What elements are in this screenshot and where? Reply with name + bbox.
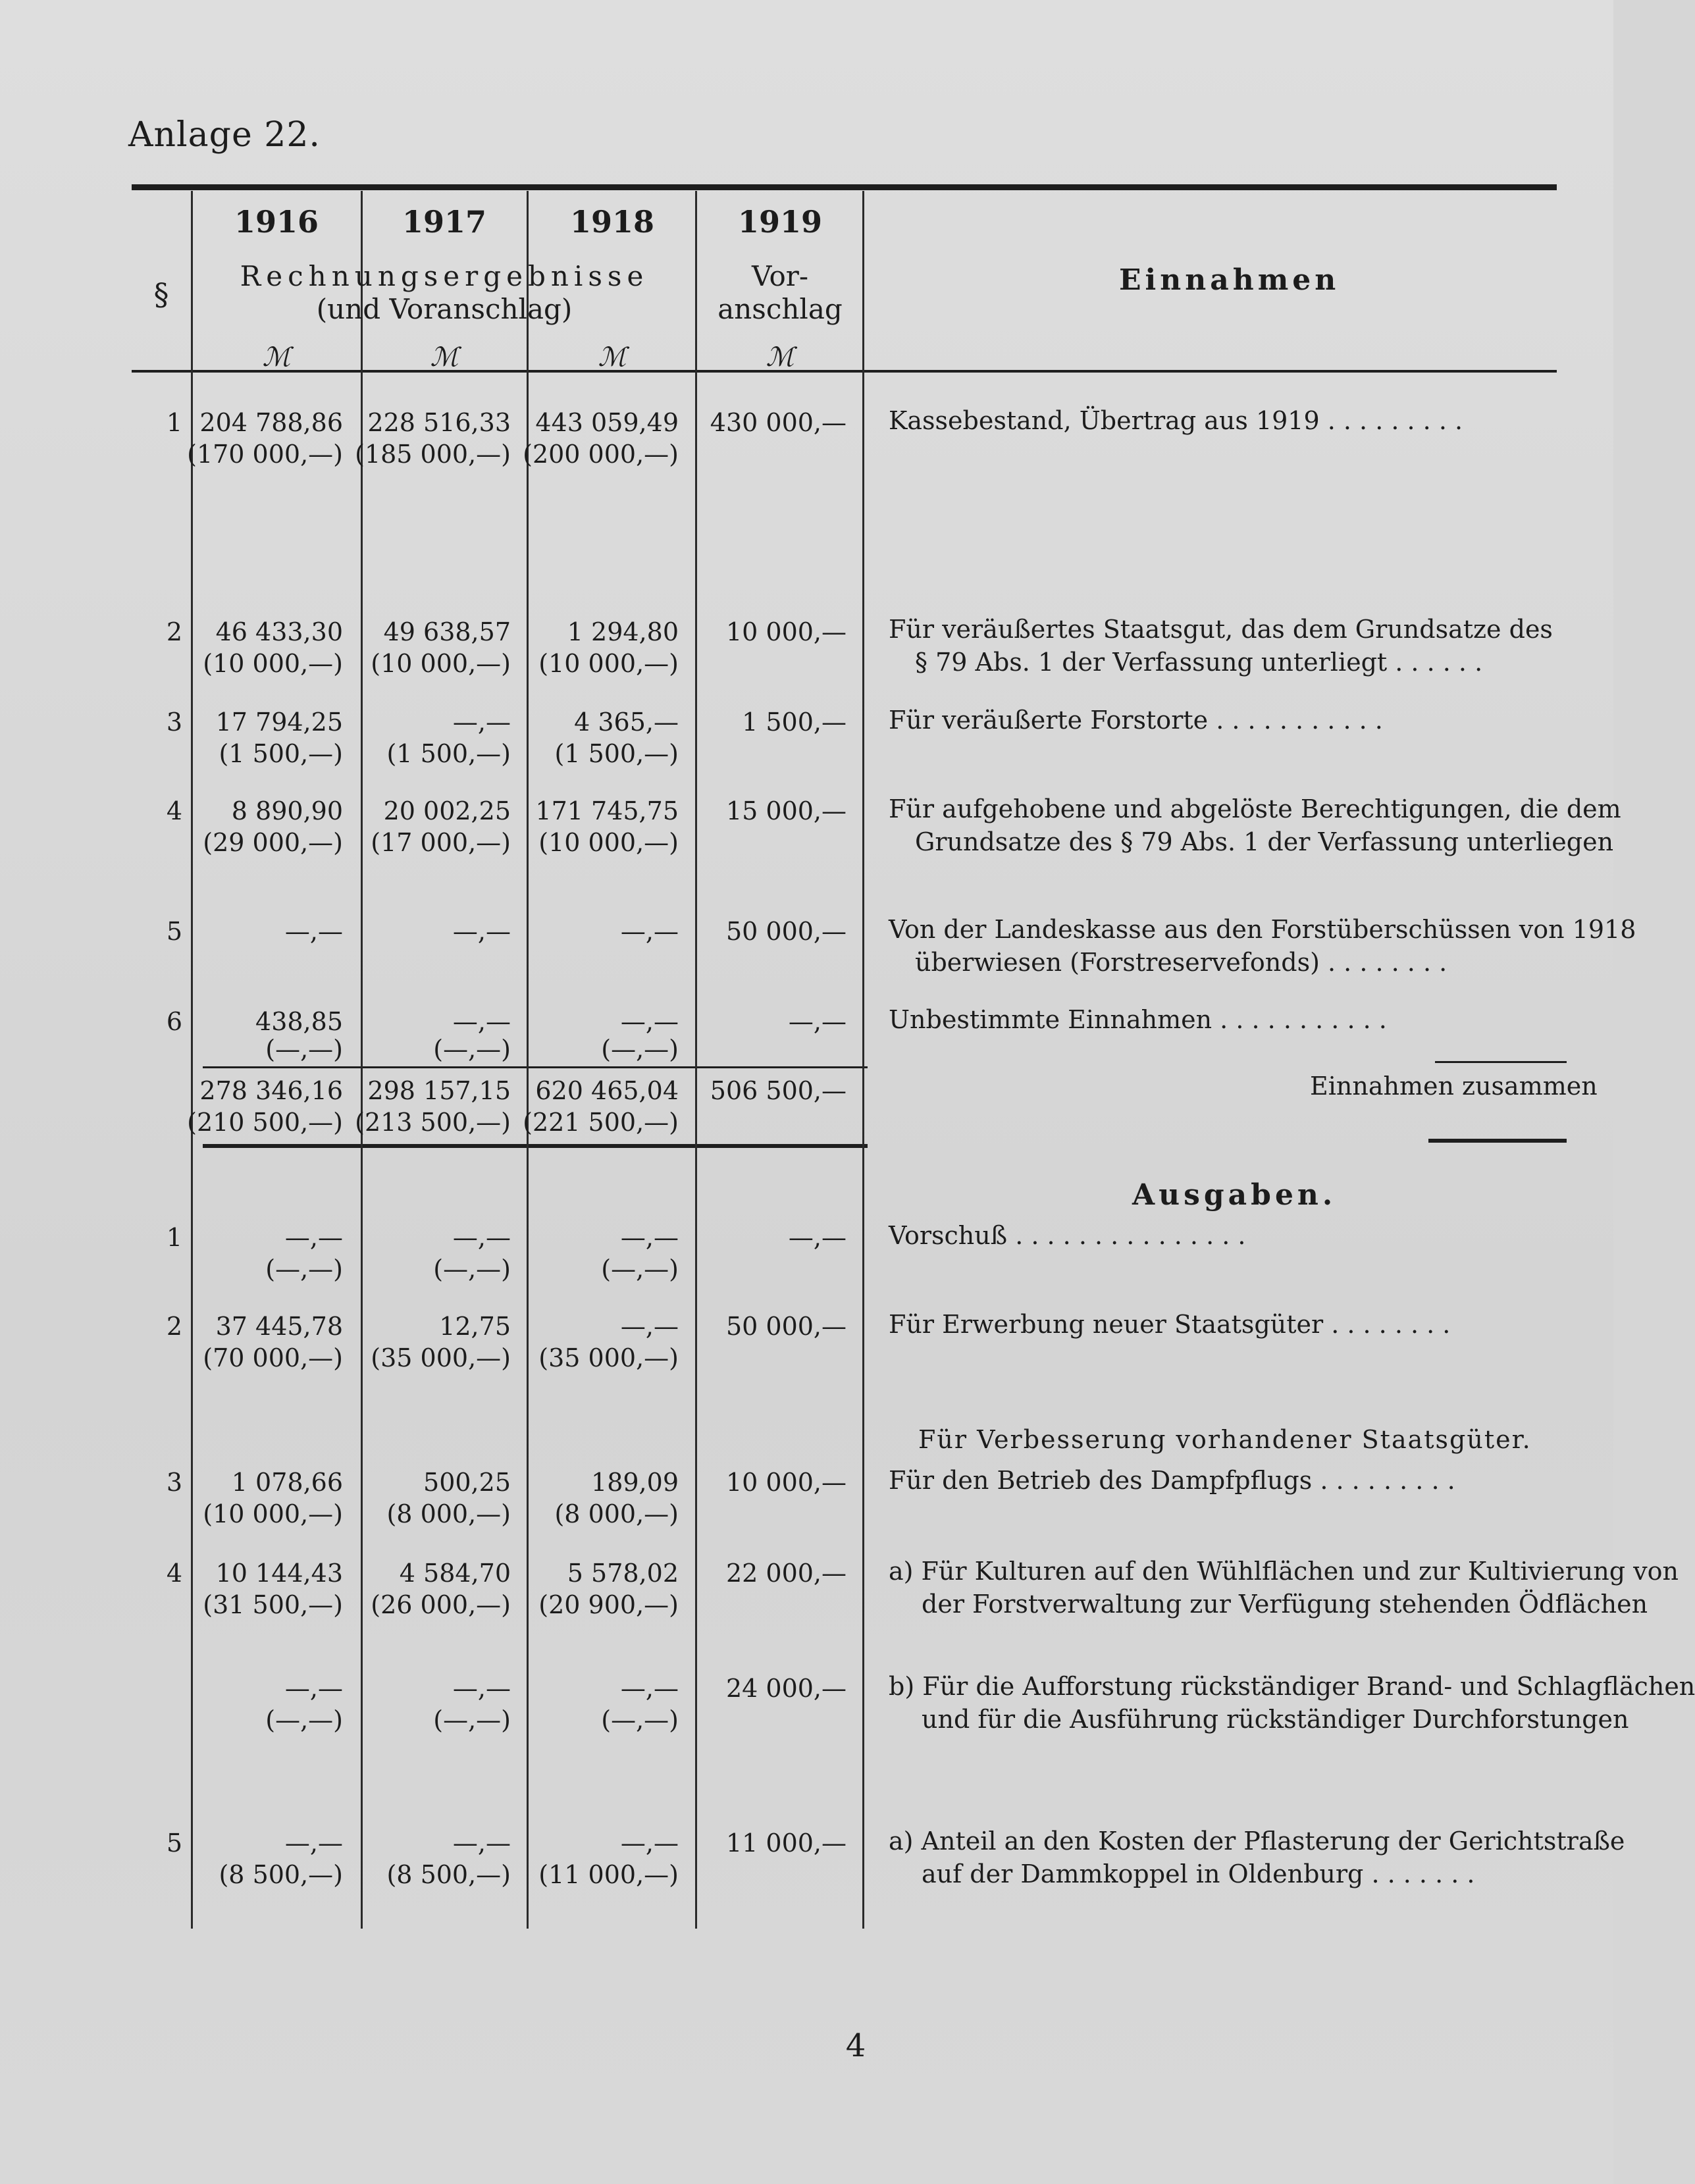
value-1919: 24 000,—	[725, 1674, 847, 1703]
value-1917: 49 638,57	[383, 617, 511, 646]
estimate-1918: (—,—)	[601, 1705, 679, 1734]
estimate-1918: (11 000,—)	[538, 1860, 679, 1889]
ausgaben-subheading: Für Verbesserung vorhandener Staatsgüter.	[918, 1425, 1532, 1454]
page-label: Anlage 22.	[128, 115, 321, 155]
estimate-1917: (8 500,—)	[386, 1860, 511, 1889]
value-1916: 46 433,30	[215, 617, 343, 646]
description-line-1: Von der Landeskasse aus den Forstüberschüssen von 1918	[889, 915, 1636, 944]
par-number: 1	[166, 1223, 183, 1252]
value-1919: 50 000,—	[725, 1312, 847, 1341]
description-line-1: Kassebestand, Übertrag aus 1919 . . . . . . . . .	[889, 406, 1463, 435]
value-1917: 20 002,25	[383, 796, 511, 825]
col-divider-1918	[695, 191, 697, 1929]
value-1919: 10 000,—	[725, 1468, 847, 1497]
par-number: 2	[166, 617, 183, 646]
results-sublabel: (und Voranschlag)	[316, 293, 573, 325]
value-1916: —,—	[284, 1829, 343, 1858]
estimate-label-2: anschlag	[717, 293, 843, 325]
estimate-1916: (70 000,—)	[203, 1343, 343, 1372]
estimate-1917: (17 000,—)	[371, 828, 511, 857]
estimate-1916: (170 000,—)	[187, 440, 343, 469]
estimate-1916: (31 500,—)	[203, 1590, 343, 1619]
value-1917: —,—	[452, 1829, 511, 1858]
estimate-1917: (—,—)	[433, 1255, 511, 1284]
description-line-1: Vorschuß . . . . . . . . . . . . . . .	[889, 1221, 1246, 1250]
value-1918: —,—	[620, 1829, 679, 1858]
value-1918: 1 294,80	[567, 617, 679, 646]
total-1919: 506 500,—	[710, 1076, 847, 1105]
estimate-1918: (35 000,—)	[538, 1343, 679, 1372]
value-1918: —,—	[620, 917, 679, 946]
unit-mark-1919: ℳ	[766, 342, 795, 373]
value-1917: —,—	[452, 1674, 511, 1703]
value-1919: 10 000,—	[725, 617, 847, 646]
value-1917: —,—	[452, 1007, 511, 1036]
value-1919: 22 000,—	[725, 1559, 847, 1588]
estimate-1916: (10 000,—)	[203, 1499, 343, 1528]
description-line-2: § 79 Abs. 1 der Verfassung unterliegt . . . . . .	[915, 648, 1483, 677]
par-number: 3	[166, 1468, 183, 1497]
estimate-1917: (185 000,—)	[355, 440, 511, 469]
description-line-1: a) Für Kulturen auf den Wühlflächen und zur Kultivierung von	[889, 1557, 1679, 1586]
value-1919: 11 000,—	[725, 1829, 847, 1858]
estimate-1916: (—,—)	[265, 1035, 343, 1064]
value-1918: —,—	[620, 1223, 679, 1252]
year-1918: 1918	[569, 204, 655, 240]
value-1917: 228 516,33	[367, 408, 511, 437]
value-1919: —,—	[788, 1007, 847, 1036]
par-number: 5	[166, 1829, 183, 1858]
total-estimate-1918: (221 500,—)	[523, 1108, 679, 1137]
total-1916: 278 346,16	[199, 1076, 343, 1105]
value-1917: —,—	[452, 708, 511, 737]
value-1919: 50 000,—	[725, 917, 847, 946]
einnahmen-total-label: Einnahmen zusammen	[1310, 1072, 1598, 1101]
estimate-1916: (29 000,—)	[203, 828, 343, 857]
estimate-1917: (1 500,—)	[386, 739, 511, 768]
par-number: 5	[166, 917, 183, 946]
estimate-1917: (8 000,—)	[386, 1499, 511, 1528]
value-1916: 438,85	[255, 1007, 343, 1036]
top-rule	[132, 184, 1557, 190]
unit-mark-1917: ℳ	[430, 342, 459, 373]
par-number: 6	[166, 1007, 183, 1036]
value-1919: 1 500,—	[742, 708, 847, 737]
estimate-1918: (20 900,—)	[538, 1590, 679, 1619]
description-line-2: Grundsatze des § 79 Abs. 1 der Verfassung unterliegen	[915, 827, 1614, 856]
value-1917: —,—	[452, 1223, 511, 1252]
year-1917: 1917	[402, 204, 487, 240]
value-1918: 443 059,49	[535, 408, 679, 437]
subtotal-rule	[203, 1066, 868, 1068]
value-1919: 430 000,—	[710, 408, 847, 437]
estimate-1917: (—,—)	[433, 1035, 511, 1064]
estimate-1916: (8 500,—)	[219, 1860, 343, 1889]
value-1916: —,—	[284, 1674, 343, 1703]
value-1918: —,—	[620, 1312, 679, 1341]
estimate-1918: (10 000,—)	[538, 828, 679, 857]
value-1918: —,—	[620, 1007, 679, 1036]
value-1917: 500,25	[423, 1468, 511, 1497]
description-line-2: überwiesen (Forstreservefonds) . . . . . . . .	[915, 948, 1447, 977]
par-number: 3	[166, 708, 183, 737]
year-1916: 1916	[234, 204, 319, 240]
total-estimate-1917: (213 500,—)	[355, 1108, 511, 1137]
description-line-1: Für den Betrieb des Dampfpflugs . . . . . . . . .	[889, 1466, 1455, 1495]
einnahmen-desc-rule-1	[1435, 1061, 1567, 1063]
unit-mark-1918: ℳ	[598, 342, 627, 373]
estimate-1917: (—,—)	[433, 1705, 511, 1734]
ausgaben-title: Ausgaben.	[1132, 1178, 1337, 1212]
value-1916: 1 078,66	[231, 1468, 343, 1497]
estimate-1916: (1 500,—)	[219, 739, 343, 768]
value-1916: —,—	[284, 917, 343, 946]
value-1919: —,—	[788, 1223, 847, 1252]
description-line-1: Für veräußerte Forstorte . . . . . . . . . . .	[889, 706, 1383, 735]
estimate-1917: (10 000,—)	[371, 649, 511, 678]
total-1918: 620 465,04	[535, 1076, 679, 1105]
description-line-1: Für Erwerbung neuer Staatsgüter . . . . . . . .	[889, 1310, 1451, 1339]
value-1916: —,—	[284, 1223, 343, 1252]
estimate-1918: (1 500,—)	[554, 739, 679, 768]
value-1919: 15 000,—	[725, 796, 847, 825]
value-1916: 8 890,90	[231, 796, 343, 825]
value-1918: 4 365,—	[574, 708, 679, 737]
description-line-2: und für die Ausführung rückständiger Durchforstungen	[922, 1705, 1629, 1734]
col-divider-1919	[862, 191, 864, 1929]
einnahmen-title: Einnahmen	[1119, 263, 1340, 297]
par-number: 4	[166, 1559, 183, 1588]
value-1918: 189,09	[591, 1468, 679, 1497]
estimate-1918: (—,—)	[601, 1035, 679, 1064]
description-line-1: Für aufgehobene und abgelöste Berechtigungen, die dem	[889, 794, 1621, 823]
year-1919: 1919	[737, 204, 823, 240]
estimate-1916: (10 000,—)	[203, 649, 343, 678]
description-line-2: auf der Dammkoppel in Oldenburg . . . . . . .	[922, 1859, 1475, 1888]
total-1917: 298 157,15	[367, 1076, 511, 1105]
par-number: 4	[166, 796, 183, 825]
estimate-1918: (10 000,—)	[538, 649, 679, 678]
value-1918: —,—	[620, 1674, 679, 1703]
value-1918: 5 578,02	[567, 1559, 679, 1588]
description-line-1: b) Für die Aufforstung rückständiger Brand- und Schlagflächen	[889, 1672, 1695, 1701]
value-1916: 17 794,25	[215, 708, 343, 737]
unit-mark-1916: ℳ	[262, 342, 291, 373]
total-rule	[203, 1144, 868, 1148]
estimate-1917: (35 000,—)	[371, 1343, 511, 1372]
value-1918: 171 745,75	[535, 796, 679, 825]
estimate-1916: (—,—)	[265, 1705, 343, 1734]
estimate-1918: (—,—)	[601, 1255, 679, 1284]
total-estimate-1916: (210 500,—)	[187, 1108, 343, 1137]
value-1916: 10 144,43	[215, 1559, 343, 1588]
description-line-1: a) Anteil an den Kosten der Pflasterung der Gerichtstraße	[889, 1827, 1625, 1856]
estimate-1917: (26 000,—)	[371, 1590, 511, 1619]
par-number: 1	[166, 408, 183, 437]
einnahmen-desc-rule-2	[1428, 1139, 1567, 1143]
results-label: Rechnungsergebnisse	[240, 260, 649, 292]
value-1917: 4 584,70	[399, 1559, 511, 1588]
par-number: 2	[166, 1312, 183, 1341]
estimate-1918: (200 000,—)	[523, 440, 679, 469]
description-line-1: Unbestimmte Einnahmen . . . . . . . . . . .	[889, 1005, 1387, 1034]
estimate-1918: (8 000,—)	[554, 1499, 679, 1528]
estimate-label-1: Vor-	[751, 260, 809, 292]
description-line-1: Für veräußertes Staatsgut, das dem Grundsatze des	[889, 615, 1553, 644]
value-1916: 37 445,78	[215, 1312, 343, 1341]
description-line-2: der Forstverwaltung zur Verfügung stehenden Ödflächen	[922, 1590, 1648, 1619]
value-1917: —,—	[452, 917, 511, 946]
value-1917: 12,75	[439, 1312, 511, 1341]
page-number: 4	[845, 2027, 866, 2064]
estimate-1916: (—,—)	[265, 1255, 343, 1284]
value-1916: 204 788,86	[199, 408, 343, 437]
par-symbol: §	[153, 276, 169, 312]
